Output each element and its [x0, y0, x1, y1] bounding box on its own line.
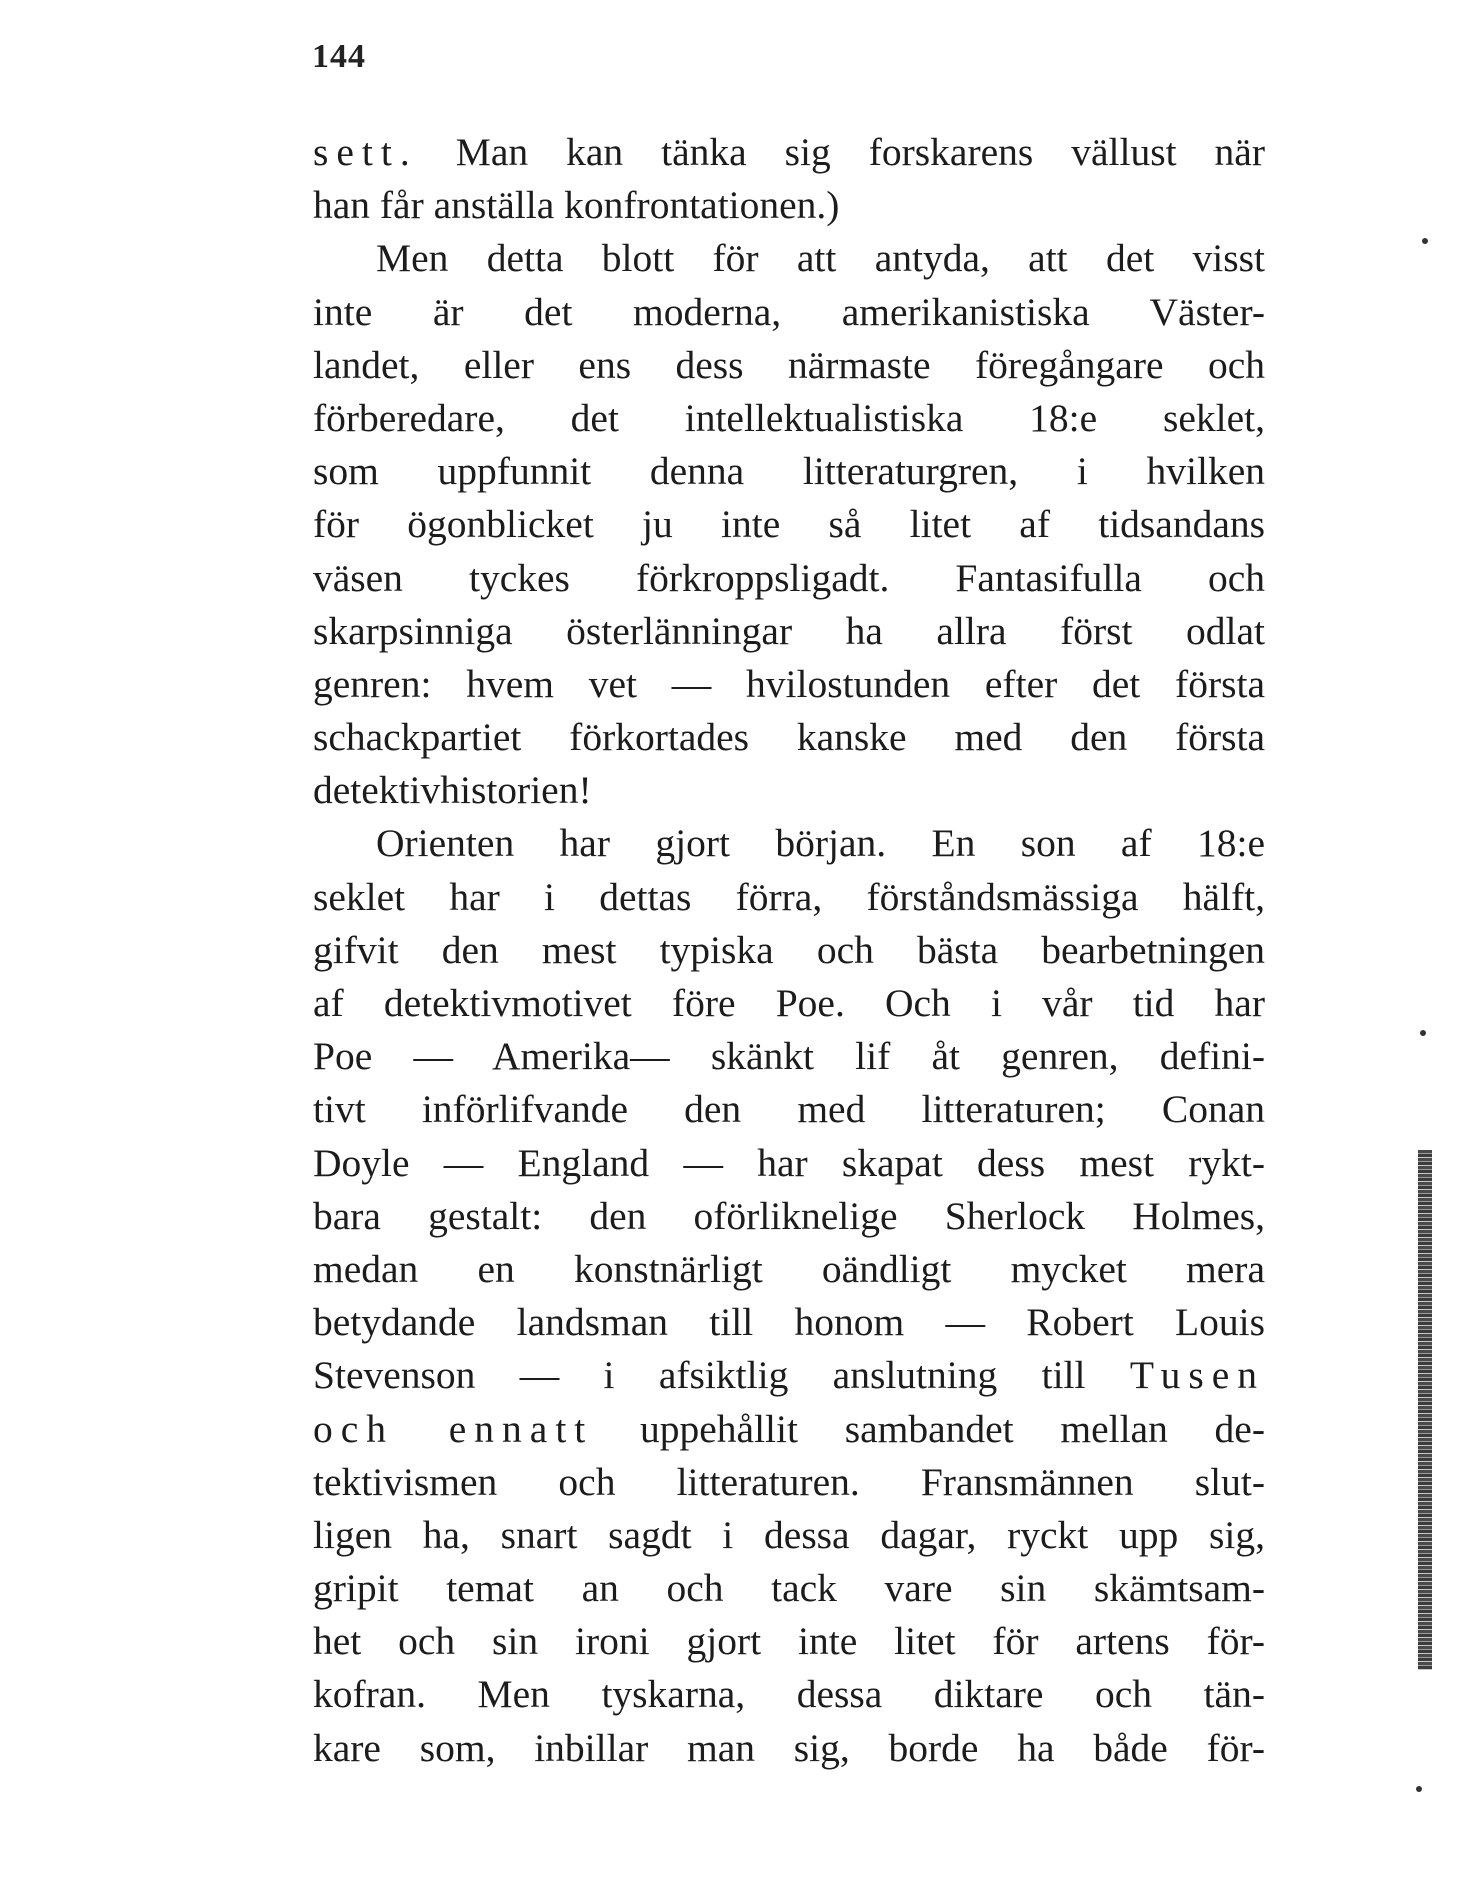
text-line — [313, 126, 1265, 179]
text-line: inte är det moderna, amerikanistiska Väster- — [313, 289, 1265, 334]
text-line: bara gestalt: den oförliknelige Sherlock Holmes, — [313, 1193, 1265, 1238]
text-line: förberedare, det intellektualistiska 18:e seklet, — [313, 395, 1265, 440]
scan-speck — [1422, 238, 1428, 244]
scan-speck — [1416, 1786, 1422, 1792]
text-line: het och sin ironi gjort inte litet för artens för- — [313, 1619, 1265, 1664]
text-line: Poe — Amerika— skänkt lif åt genren, defini- — [313, 1034, 1265, 1079]
text-line: af detektivmotivet före Poe. Och i vår tid har — [313, 981, 1265, 1025]
scan-speck — [1420, 1030, 1426, 1036]
text-line: skarpsinniga österlänningar ha allra först odlat — [313, 608, 1265, 653]
text-line: landet, eller ens dess närmaste föregångare och — [313, 342, 1265, 387]
text-line: väsen tyckes förkroppsligadt. Fantasifulla och — [313, 555, 1265, 600]
text-line — [313, 1403, 1265, 1456]
text-line: tektivismen och litteraturen. Fransmännen slut- — [313, 1459, 1265, 1504]
emphasis-spaced-text: Tusen — [1129, 1353, 1265, 1398]
text-line: kare som, inbillar man sig, borde ha både för- — [313, 1725, 1265, 1770]
text-line: som uppfunnit denna litteraturgren, i hvilken — [313, 449, 1265, 494]
text-line: för ögonblicket ju inte så litet af tidsandans — [313, 502, 1265, 547]
emphasis-spaced-text: sett. — [313, 130, 418, 174]
text-line: tivt införlifvande den med litteraturen; Conan — [313, 1087, 1265, 1132]
text-line: Doyle — England — har skapat dess mest rykt- — [313, 1140, 1265, 1185]
text-line: kofran. Men tyskarna, dessa diktare och tän- — [313, 1672, 1265, 1717]
text-line: gifvit den mest typiska och bästa bearbetningen — [313, 927, 1265, 972]
text-run: Stevenson — i afsiktlig anslutning till — [313, 1353, 1130, 1398]
text-line: Men detta blott för att antyda, att det visst — [376, 236, 1265, 281]
body-text — [313, 126, 1265, 1775]
text-line: schackpartiet förkortades kanske med den första — [313, 715, 1265, 760]
text-line: han får anställa konfrontationen.) — [313, 183, 840, 228]
text-run: Man kan tänka sig forskarens vällust när — [417, 130, 1265, 174]
text-line: seklet har i dettas förra, förståndsmässiga hälft, — [313, 874, 1265, 919]
text-line: Orienten har gjort början. En son af 18:e — [376, 821, 1265, 866]
page-number: 144 — [312, 38, 366, 75]
text-line: medan en konstnärligt oändligt mycket mera — [313, 1246, 1265, 1291]
scan-edge-artifact — [1418, 1150, 1432, 1670]
text-line: genren: hvem vet — hvilostunden efter det första — [313, 661, 1265, 706]
text-line: ligen ha, snart sagdt i dessa dagar, ryckt upp sig, — [313, 1512, 1265, 1557]
text-line: gripit temat an och tack vare sin skämtsam- — [313, 1566, 1265, 1611]
text-line: detektivhistorien! — [313, 768, 592, 813]
text-line: betydande landsman till honom — Robert Louis — [313, 1300, 1265, 1345]
emphasis-spaced-text: och ennatt — [313, 1406, 594, 1451]
text-line — [313, 1349, 1265, 1402]
text-run: uppehållit sambandet mellan de- — [593, 1406, 1265, 1451]
